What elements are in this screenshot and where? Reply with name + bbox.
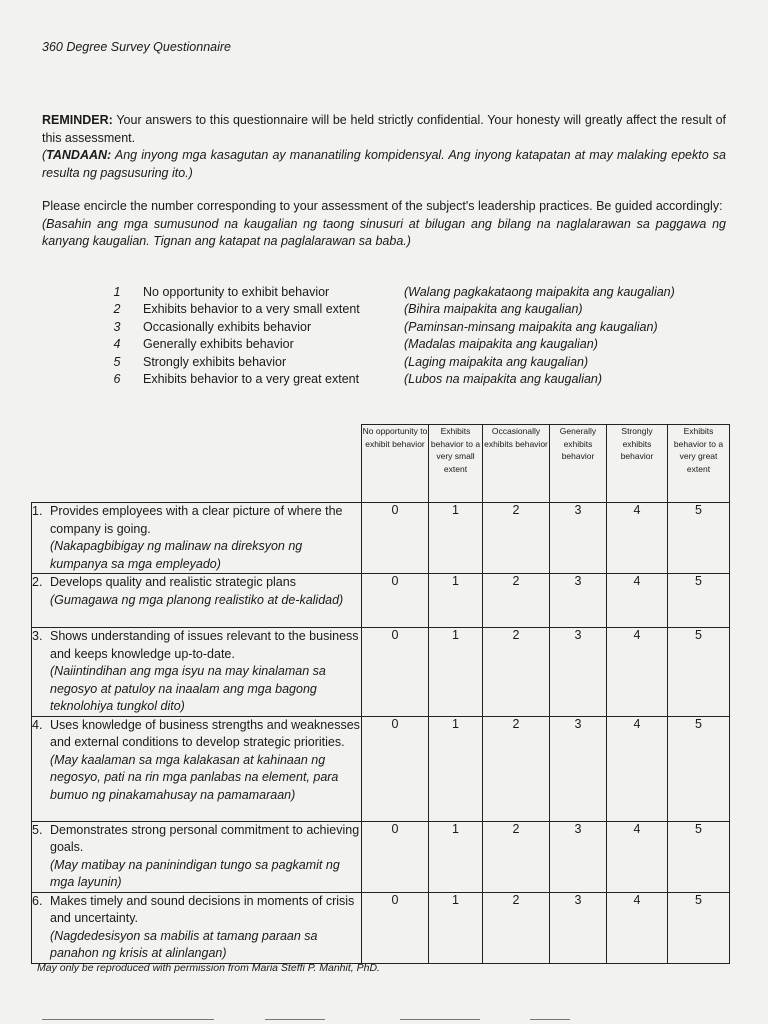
item-text-english: Develops quality and realistic strategic plans (50, 575, 296, 589)
rating-option[interactable]: 3 (550, 628, 607, 717)
scale-description: Occasionally exhibits behavior (143, 319, 312, 334)
scale-description: Strongly exhibits behavior (143, 354, 287, 369)
table-header-row (32, 425, 730, 503)
scale-row (110, 354, 710, 371)
behavior-item (32, 503, 362, 574)
scale-row (110, 371, 710, 388)
rating-option[interactable]: 4 (607, 574, 668, 628)
item-text (50, 717, 361, 805)
rating-option[interactable]: 2 (483, 716, 550, 821)
scale-description-tagalog: (Madalas maipakita ang kaugalian) (404, 337, 598, 352)
item-text-english: Provides employees with a clear picture of where the company is going. (50, 504, 343, 536)
scale-description-tagalog: (Laging maipakita ang kaugalian) (404, 354, 589, 369)
behavior-item (32, 821, 362, 892)
instructions-tagalog: (Basahin ang mga sumusunod na kaugalian ng taong sinusuri at bilugan ang bilang na naglalarawan sa paggawa ng kanyang kaugalian. Tignan ang katapat na paglalarawan sa baba.) (42, 216, 726, 248)
instructions-paragraph (42, 198, 726, 251)
rating-option[interactable]: 0 (362, 574, 429, 628)
item-text-tagalog: (Nagdedesisyon sa mabilis at tamang paraan sa panahon ng krisis at alinlangan) (50, 928, 318, 960)
scale-description: Exhibits behavior to a very small extent (143, 302, 360, 317)
reminder-text: Your answers to this questionnaire will be held strictly confidential. Your honesty will greatly affect the result of this assessment. (42, 113, 726, 145)
rating-option[interactable]: 3 (550, 716, 607, 821)
rating-scale-legend (110, 284, 710, 388)
rating-option[interactable]: 1 (429, 628, 483, 717)
behavior-item (32, 574, 362, 628)
scale-description: No opportunity to exhibit behavior (143, 285, 330, 299)
bottom-edge-line (42, 1019, 214, 1020)
scale-description-tagalog: (Bihira maipakita ang kaugalian) (404, 302, 583, 317)
column-header: Strongly exhibits behavior (607, 425, 668, 503)
rating-option[interactable]: 4 (607, 503, 668, 574)
item-number: 6. (32, 893, 43, 908)
bottom-edge-line (400, 1019, 480, 1020)
rating-option[interactable]: 5 (668, 892, 730, 963)
rating-option[interactable]: 2 (483, 892, 550, 963)
bottom-edge-line (265, 1019, 325, 1020)
rating-option[interactable]: 4 (607, 892, 668, 963)
item-number: 4. (32, 717, 43, 732)
item-text (50, 628, 361, 716)
rating-option[interactable]: 1 (429, 716, 483, 821)
rating-option[interactable]: 2 (483, 503, 550, 574)
rating-option[interactable]: 3 (550, 821, 607, 892)
rating-option[interactable]: 0 (362, 503, 429, 574)
behavior-item-content (32, 717, 361, 805)
rating-option[interactable]: 3 (550, 892, 607, 963)
instructions-english: Please encircle the number corresponding to your assessment of the subject's leadership practices. Be guided accordingly: (42, 199, 723, 213)
behavior-item-content (32, 574, 361, 609)
scale-number: 2 (113, 302, 121, 317)
rating-option[interactable]: 5 (668, 574, 730, 628)
reminder-tagalog: (TANDAAN: Ang inyong mga kasagutan ay mananatiling kompidensyal. Ang inyong katapatan at may malaking epekto sa resulta ng pagsusuring ito.) (42, 148, 726, 180)
tandaan-label: TANDAAN: (46, 148, 112, 162)
item-number: 5. (32, 822, 43, 837)
rating-option[interactable]: 0 (362, 716, 429, 821)
item-text-english: Shows understanding of issues relevant to the business and keeps knowledge up-to-date. (50, 629, 359, 661)
rating-option[interactable]: 2 (483, 574, 550, 628)
behavior-item-content (32, 822, 361, 892)
rating-option[interactable]: 5 (668, 821, 730, 892)
scale-number: 1 (113, 285, 121, 299)
rating-option[interactable]: 5 (668, 716, 730, 821)
scale-number: 5 (113, 354, 121, 369)
scale-description-tagalog: (Lubos na maipakita ang kaugalian) (404, 371, 603, 386)
rating-option[interactable]: 0 (362, 628, 429, 717)
behavior-item-content (32, 893, 361, 963)
rating-option[interactable]: 3 (550, 503, 607, 574)
rating-option[interactable]: 5 (668, 503, 730, 574)
scale-description-tagalog: (Walang pagkakataong maipakita ang kaugalian) (404, 285, 675, 299)
tandaan-text: Ang inyong mga kasagutan ay mananatiling kompidensyal. Ang inyong katapatan at may malaking epekto sa resulta ng pagsusuring ito. (42, 148, 726, 180)
item-text (50, 893, 361, 963)
scale-row (110, 301, 710, 318)
scale-description-tagalog: (Paminsan-minsang maipakita ang kaugalian) (404, 319, 658, 334)
rating-option[interactable]: 5 (668, 628, 730, 717)
table-row (32, 574, 730, 628)
scale-row (110, 336, 710, 353)
item-text (50, 574, 361, 609)
item-text-tagalog: (May matibay na paninindigan tungo sa pagkamit ng mga layunin) (50, 857, 340, 889)
rating-option[interactable]: 1 (429, 574, 483, 628)
item-text-tagalog: (May kaalaman sa mga kalakasan at kahinaan ng negosyo, pati na rin mga panlabas na element, para bumuo ng pinakamahusay na pamamaraan) (50, 752, 339, 802)
column-header: No opportunity to exhibit behavior (362, 425, 429, 503)
rating-option[interactable]: 1 (429, 821, 483, 892)
item-text-english: Uses knowledge of business strengths and weaknesses and external conditions to develop strategic priorities. (50, 717, 360, 749)
rating-option[interactable]: 1 (429, 503, 483, 574)
table-row (32, 892, 730, 963)
column-header: Exhibits behavior to a very small extent (429, 425, 483, 503)
item-number: 3. (32, 629, 43, 643)
item-text-tagalog: (Naiintindihan ang mga isyu na may kinalaman sa negosyo at patuloy na inaalam ang mga bagong teknolohiya tungkol dito) (50, 664, 326, 713)
table-row (32, 716, 730, 821)
table-row (32, 821, 730, 892)
rating-option[interactable]: 4 (607, 716, 668, 821)
item-number: 1. (32, 504, 43, 518)
item-number: 2. (32, 575, 43, 589)
rating-option[interactable]: 2 (483, 628, 550, 717)
reminder-label: REMINDER: (42, 113, 113, 127)
scale-row (110, 284, 710, 301)
scale-number: 3 (113, 319, 121, 334)
scale-row (110, 319, 710, 336)
column-header: Generally exhibits behavior (550, 425, 607, 503)
item-text-tagalog: (Nakapagbibigay ng malinaw na direksyon ng kumpanya sa mga empleyado) (50, 539, 303, 571)
column-header: Exhibits behavior to a very great extent (668, 425, 730, 503)
scale-number: 4 (113, 337, 121, 352)
rating-option[interactable]: 0 (362, 821, 429, 892)
behavior-item (32, 892, 362, 963)
column-header: Occasionally exhibits behavior (483, 425, 550, 503)
item-text-english: Demonstrates strong personal commitment to achieving goals. (50, 822, 360, 854)
header-blank-cell (32, 425, 362, 503)
rating-option[interactable]: 1 (429, 892, 483, 963)
rating-option[interactable]: 3 (550, 574, 607, 628)
behavior-item-content (32, 628, 361, 716)
rating-option[interactable]: 2 (483, 821, 550, 892)
item-text-tagalog: (Gumagawa ng mga planong realistiko at de-kalidad) (50, 592, 344, 607)
item-text-english: Makes timely and sound decisions in moments of crisis and uncertainty. (50, 893, 355, 925)
bottom-edge-line (530, 1019, 570, 1020)
item-text (50, 503, 361, 573)
table-row (32, 628, 730, 717)
scale-number: 6 (113, 371, 121, 386)
rating-option[interactable]: 4 (607, 821, 668, 892)
behavior-item (32, 716, 362, 821)
document-title: 360 Degree Survey Questionnaire (42, 40, 232, 54)
rating-option[interactable]: 0 (362, 892, 429, 963)
scale-description: Generally exhibits behavior (143, 337, 294, 352)
reminder-paragraph (42, 112, 726, 182)
item-text (50, 822, 361, 892)
scale-description: Exhibits behavior to a very great extent (143, 371, 360, 386)
table-row (32, 503, 730, 574)
rating-option[interactable]: 4 (607, 628, 668, 717)
behavior-item-content (32, 503, 361, 573)
behavior-item (32, 628, 362, 717)
assessment-table (31, 424, 730, 964)
copyright-footer: May only be reproduced with permission from Maria Steffi P. Manhit, PhD. (37, 962, 380, 974)
